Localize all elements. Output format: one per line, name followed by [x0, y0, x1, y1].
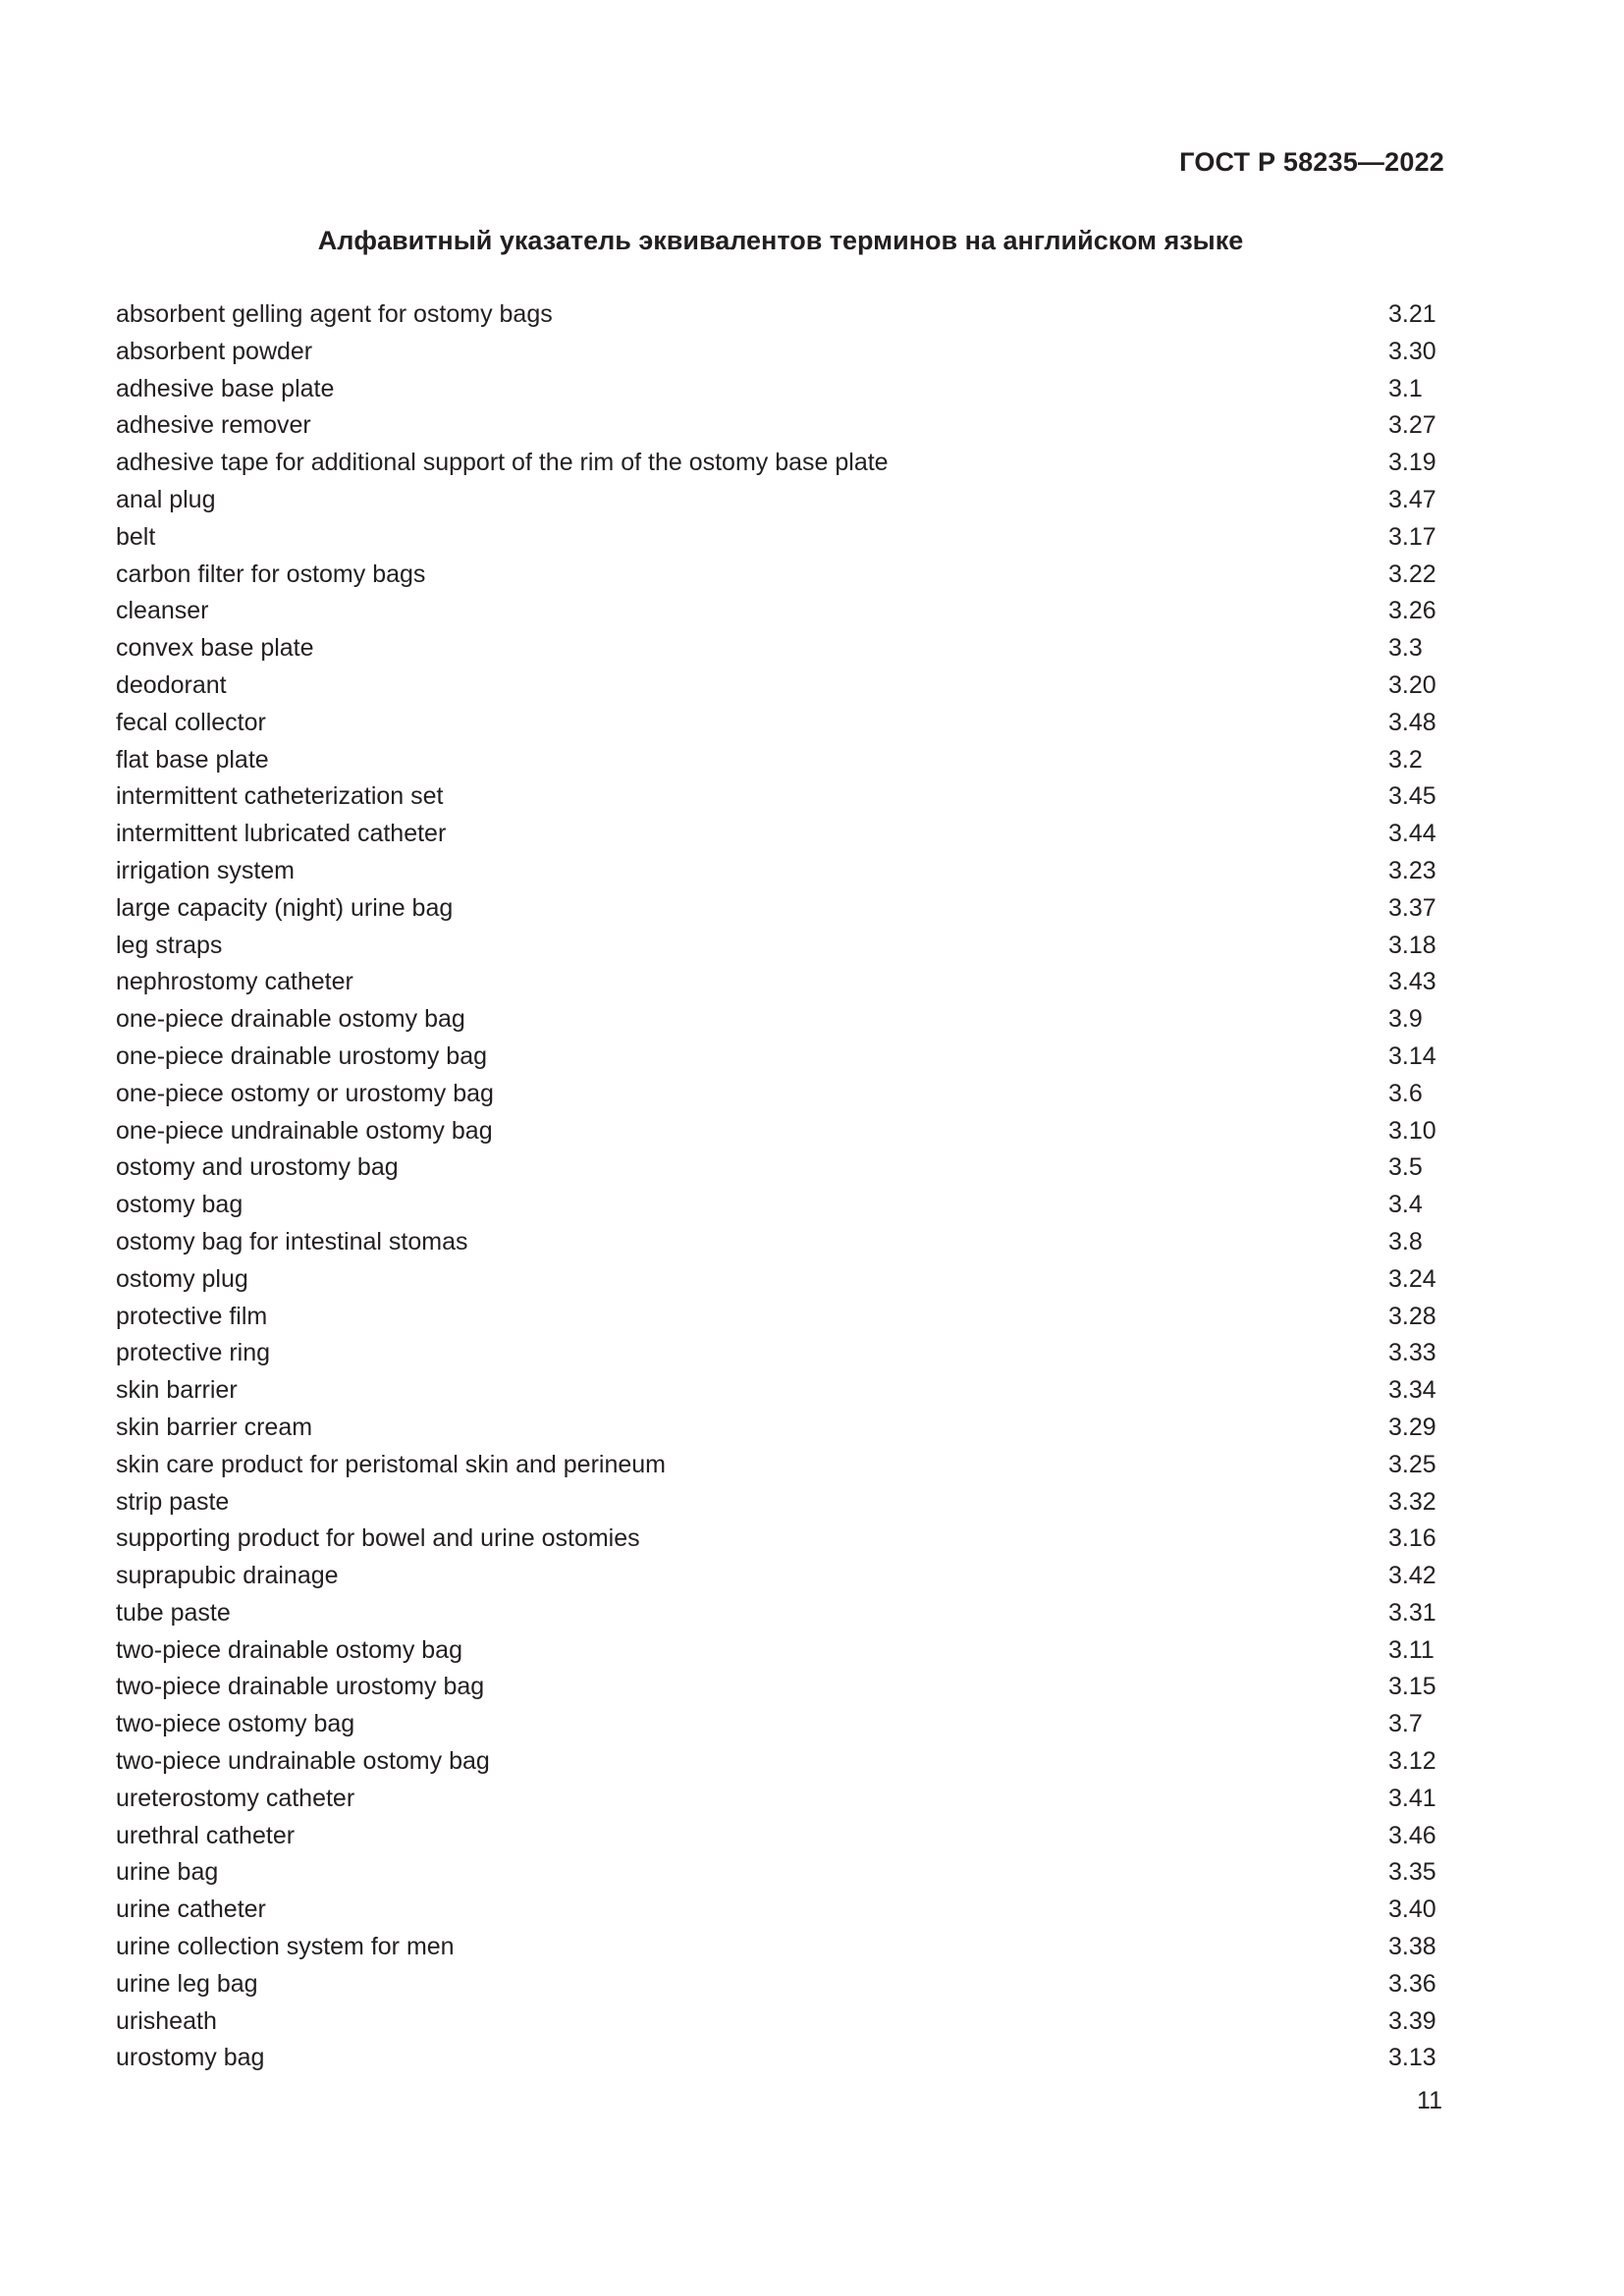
term-reference: 3.32 [1388, 1487, 1436, 1516]
term-reference: 3.9 [1388, 1005, 1423, 1034]
term-reference: 3.2 [1388, 745, 1423, 774]
list-item [116, 1076, 1453, 1113]
list-item [116, 1521, 1453, 1558]
list-item [116, 890, 1453, 928]
term-text: adhesive remover [116, 411, 311, 440]
term-text: nephrostomy catheter [116, 968, 353, 996]
term-reference: 3.22 [1388, 560, 1436, 588]
term-text: flat base plate [116, 745, 269, 774]
list-item [116, 630, 1453, 667]
term-text: cleanser [116, 597, 209, 625]
term-reference: 3.4 [1388, 1191, 1423, 1219]
list-item [116, 1484, 1453, 1522]
term-reference: 3.12 [1388, 1747, 1436, 1776]
list-item [116, 816, 1453, 853]
list-item [116, 964, 1453, 1001]
term-reference: 3.24 [1388, 1264, 1436, 1293]
term-reference: 3.40 [1388, 1896, 1436, 1924]
list-item [116, 1447, 1453, 1484]
term-reference: 3.8 [1388, 1227, 1423, 1255]
term-text: fecal collector [116, 708, 266, 736]
term-text: ostomy bag [116, 1191, 244, 1219]
term-reference: 3.1 [1388, 374, 1423, 402]
term-text: two-piece drainable urostomy bag [116, 1673, 485, 1701]
term-reference: 3.31 [1388, 1598, 1436, 1627]
term-text: skin barrier cream [116, 1413, 313, 1441]
term-text: urine bag [116, 1858, 219, 1887]
term-text: urine catheter [116, 1896, 266, 1924]
term-text: convex base plate [116, 634, 314, 663]
term-reference: 3.48 [1388, 708, 1436, 736]
list-item [116, 778, 1453, 816]
term-text: belt [116, 522, 156, 551]
term-text: urisheath [116, 2006, 217, 2035]
list-item [116, 445, 1453, 482]
term-text: intermittent lubricated catheter [116, 820, 447, 848]
list-item [116, 1706, 1453, 1743]
list-item [116, 296, 1453, 334]
term-text: ureterostomy catheter [116, 1784, 355, 1812]
list-item [116, 1632, 1453, 1670]
list-item [116, 742, 1453, 779]
term-reference: 3.44 [1388, 820, 1436, 848]
list-item [116, 1669, 1453, 1706]
term-text: urostomy bag [116, 2044, 265, 2072]
list-item [116, 1039, 1453, 1076]
list-item [116, 1818, 1453, 1855]
term-text: skin barrier [116, 1376, 238, 1405]
term-text: anal plug [116, 485, 216, 513]
term-reference: 3.23 [1388, 856, 1436, 884]
list-item [116, 1595, 1453, 1632]
list-item [116, 1558, 1453, 1595]
term-reference: 3.43 [1388, 968, 1436, 996]
list-item [116, 1743, 1453, 1781]
list-item [116, 853, 1453, 890]
term-text: skin care product for peristomal skin and perineum [116, 1450, 666, 1478]
term-text: ostomy bag for intestinal stomas [116, 1227, 468, 1255]
term-reference: 3.21 [1388, 300, 1436, 328]
term-text: ostomy plug [116, 1264, 248, 1293]
list-item [116, 371, 1453, 408]
list-item [116, 334, 1453, 371]
term-reference: 3.18 [1388, 931, 1436, 959]
term-text: adhesive tape for additional support of the rim of the ostomy base plate [116, 449, 889, 477]
term-text: urine collection system for men [116, 1933, 455, 1961]
term-reference: 3.6 [1388, 1079, 1423, 1107]
term-reference: 3.47 [1388, 485, 1436, 513]
term-reference: 3.5 [1388, 1153, 1423, 1182]
term-reference: 3.29 [1388, 1413, 1436, 1441]
term-text: adhesive base plate [116, 374, 335, 402]
list-item [116, 1001, 1453, 1039]
list-item [116, 593, 1453, 630]
term-reference: 3.19 [1388, 449, 1436, 477]
term-reference: 3.3 [1388, 634, 1423, 663]
list-item [116, 705, 1453, 742]
term-reference: 3.17 [1388, 522, 1436, 551]
term-text: one-piece drainable urostomy bag [116, 1041, 488, 1070]
list-item [116, 557, 1453, 594]
term-text: intermittent catheterization set [116, 782, 444, 811]
term-reference: 3.35 [1388, 1858, 1436, 1887]
list-item [116, 1781, 1453, 1818]
page-number: 11 [1417, 2087, 1442, 2114]
list-item [116, 928, 1453, 965]
term-reference: 3.37 [1388, 893, 1436, 922]
term-reference: 3.14 [1388, 1041, 1436, 1070]
term-text: large capacity (night) urine bag [116, 893, 454, 922]
term-text: supporting product for bowel and urine ostomies [116, 1524, 640, 1553]
term-reference: 3.25 [1388, 1450, 1436, 1478]
term-reference: 3.39 [1388, 2006, 1436, 2035]
term-reference: 3.46 [1388, 1821, 1436, 1849]
term-text: one-piece undrainable ostomy bag [116, 1116, 493, 1145]
term-text: two-piece undrainable ostomy bag [116, 1747, 490, 1776]
list-item [116, 482, 1453, 519]
list-item [116, 1966, 1453, 2003]
term-reference: 3.20 [1388, 670, 1436, 699]
term-reference: 3.15 [1388, 1673, 1436, 1701]
list-item [116, 1854, 1453, 1892]
term-reference: 3.10 [1388, 1116, 1436, 1145]
list-item [116, 1187, 1453, 1224]
term-text: urine leg bag [116, 1969, 258, 1998]
term-reference: 3.41 [1388, 1784, 1436, 1812]
list-item [116, 1892, 1453, 1929]
term-text: carbon filter for ostomy bags [116, 560, 426, 588]
term-reference: 3.45 [1388, 782, 1436, 811]
term-text: two-piece ostomy bag [116, 1710, 355, 1738]
term-text: deodorant [116, 670, 227, 699]
term-reference: 3.13 [1388, 2044, 1436, 2072]
list-item [116, 407, 1453, 445]
list-item [116, 1410, 1453, 1447]
term-reference: 3.7 [1388, 1710, 1423, 1738]
term-text: irrigation system [116, 856, 295, 884]
list-item [116, 1299, 1453, 1336]
term-text: suprapubic drainage [116, 1562, 339, 1590]
term-text: one-piece drainable ostomy bag [116, 1005, 465, 1034]
term-reference: 3.38 [1388, 1933, 1436, 1961]
term-reference: 3.36 [1388, 1969, 1436, 1998]
term-text: leg straps [116, 931, 223, 959]
list-item [116, 1261, 1453, 1299]
term-reference: 3.11 [1388, 1635, 1435, 1664]
term-text: protective film [116, 1302, 268, 1330]
list-item [116, 1372, 1453, 1410]
term-reference: 3.34 [1388, 1376, 1436, 1405]
list-item [116, 1224, 1453, 1261]
list-item [116, 519, 1453, 557]
term-text: urethral catheter [116, 1821, 296, 1849]
term-reference: 3.16 [1388, 1524, 1436, 1553]
term-reference: 3.30 [1388, 337, 1436, 365]
list-item [116, 1929, 1453, 1966]
term-text: ostomy and urostomy bag [116, 1153, 399, 1182]
term-text: two-piece drainable ostomy bag [116, 1635, 462, 1664]
list-item [116, 1149, 1453, 1187]
page-title: Алфавитный указатель эквивалентов терминов на английском языке [317, 226, 1244, 255]
list-item [116, 2040, 1453, 2077]
term-text: tube paste [116, 1598, 231, 1627]
term-text: protective ring [116, 1339, 271, 1367]
term-text: absorbent powder [116, 337, 313, 365]
term-text: absorbent gelling agent for ostomy bags [116, 300, 553, 328]
term-text: strip paste [116, 1487, 230, 1516]
list-item [116, 1113, 1453, 1150]
term-reference: 3.28 [1388, 1302, 1436, 1330]
term-index-list [116, 296, 1453, 2077]
term-reference: 3.26 [1388, 597, 1436, 625]
list-item [116, 1335, 1453, 1372]
term-reference: 3.33 [1388, 1339, 1436, 1367]
list-item [116, 667, 1453, 705]
term-reference: 3.42 [1388, 1562, 1436, 1590]
term-text: one-piece ostomy or urostomy bag [116, 1079, 494, 1107]
list-item [116, 2003, 1453, 2041]
term-reference: 3.27 [1388, 411, 1436, 440]
document-code: ГОСТ Р 58235—2022 [1179, 147, 1444, 177]
